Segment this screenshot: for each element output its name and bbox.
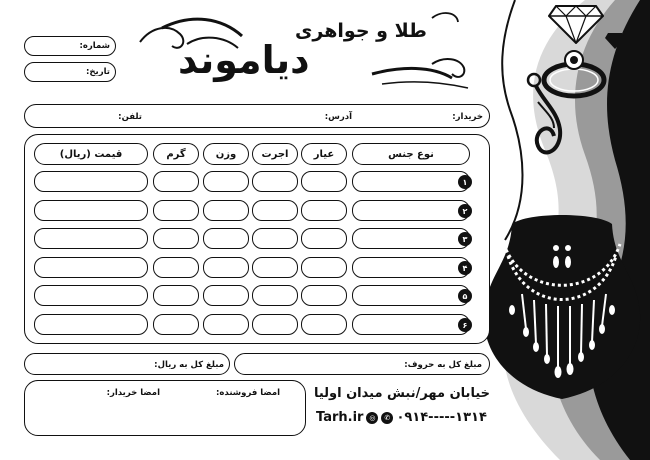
table-cell[interactable] [352,257,470,278]
table-cell[interactable] [34,171,148,192]
buyer-info-field[interactable] [24,104,490,128]
table-cell[interactable] [203,257,249,278]
table-cell[interactable] [352,285,470,306]
table-cell[interactable] [301,171,347,192]
shop-subtitle: طلا و جواهری [295,20,427,42]
table-cell[interactable] [203,171,249,192]
table-cell[interactable] [34,200,148,221]
table-cell[interactable] [34,228,148,249]
table-cell[interactable] [153,171,199,192]
table-cell[interactable] [301,285,347,306]
phone-icon: ✆ [381,412,393,424]
earring-icon [524,72,570,164]
table-cell[interactable] [203,228,249,249]
table-cell[interactable] [252,314,298,335]
total-in-rial-label: مبلغ کل به ریال: [154,360,224,370]
col-header-weight: وزن [203,143,249,165]
phone-label: تلفن: [118,112,142,122]
table-cell[interactable] [34,285,148,306]
instagram-icon: ◎ [366,412,378,424]
row-number-badge: ۱ [458,175,472,189]
address-label: آدرس: [324,112,352,122]
phone-number[interactable]: ۰۹۱۴-----۱۳۱۴ [396,410,487,425]
table-cell[interactable] [153,314,199,335]
table-cell[interactable] [252,171,298,192]
table-cell[interactable] [34,257,148,278]
row-number-badge: ۶ [458,318,472,332]
diamond-icon [548,4,604,44]
shop-address: خیابان مهر/نبش میدان اولیا [313,386,490,401]
necklace-bust-icon [482,204,642,404]
col-header-price: قیمت (ریال) [34,143,148,165]
row-number-badge: ۴ [458,261,472,275]
table-cell[interactable] [153,257,199,278]
table-cell[interactable] [352,228,470,249]
table-cell[interactable] [34,314,148,335]
website-text[interactable]: Tarh.ir [316,410,364,425]
col-header-wage: اجرت [252,143,298,165]
col-header-item-type: نوع جنس [352,143,470,165]
seller-signature-label: امضا فروشنده: [216,388,280,398]
buyer-signature-label: امضا خریدار: [106,388,160,398]
row-number-badge: ۲ [458,204,472,218]
number-label: شماره: [79,41,110,51]
buyer-label: خریدار: [452,112,483,122]
table-cell[interactable] [153,285,199,306]
table-cell[interactable] [203,285,249,306]
row-number-badge: ۵ [458,289,472,303]
table-cell[interactable] [252,200,298,221]
table-cell[interactable] [301,314,347,335]
table-cell[interactable] [301,257,347,278]
total-in-words-label: مبلغ کل به حروف: [404,360,482,370]
contact-line [316,410,487,425]
table-cell[interactable] [203,200,249,221]
col-header-gram: گرم [153,143,199,165]
table-cell[interactable] [153,200,199,221]
table-cell[interactable] [301,200,347,221]
date-label: تاریخ: [86,67,110,77]
row-number-badge: ۳ [458,232,472,246]
table-cell[interactable] [252,257,298,278]
table-cell[interactable] [203,314,249,335]
table-cell[interactable] [252,285,298,306]
col-header-karat: عیار [301,143,347,165]
table-cell[interactable] [252,228,298,249]
table-cell[interactable] [352,314,470,335]
table-cell[interactable] [352,171,470,192]
shop-brand-title: دیاموند [178,38,310,82]
table-cell[interactable] [153,228,199,249]
table-cell[interactable] [301,228,347,249]
table-cell[interactable] [352,200,470,221]
